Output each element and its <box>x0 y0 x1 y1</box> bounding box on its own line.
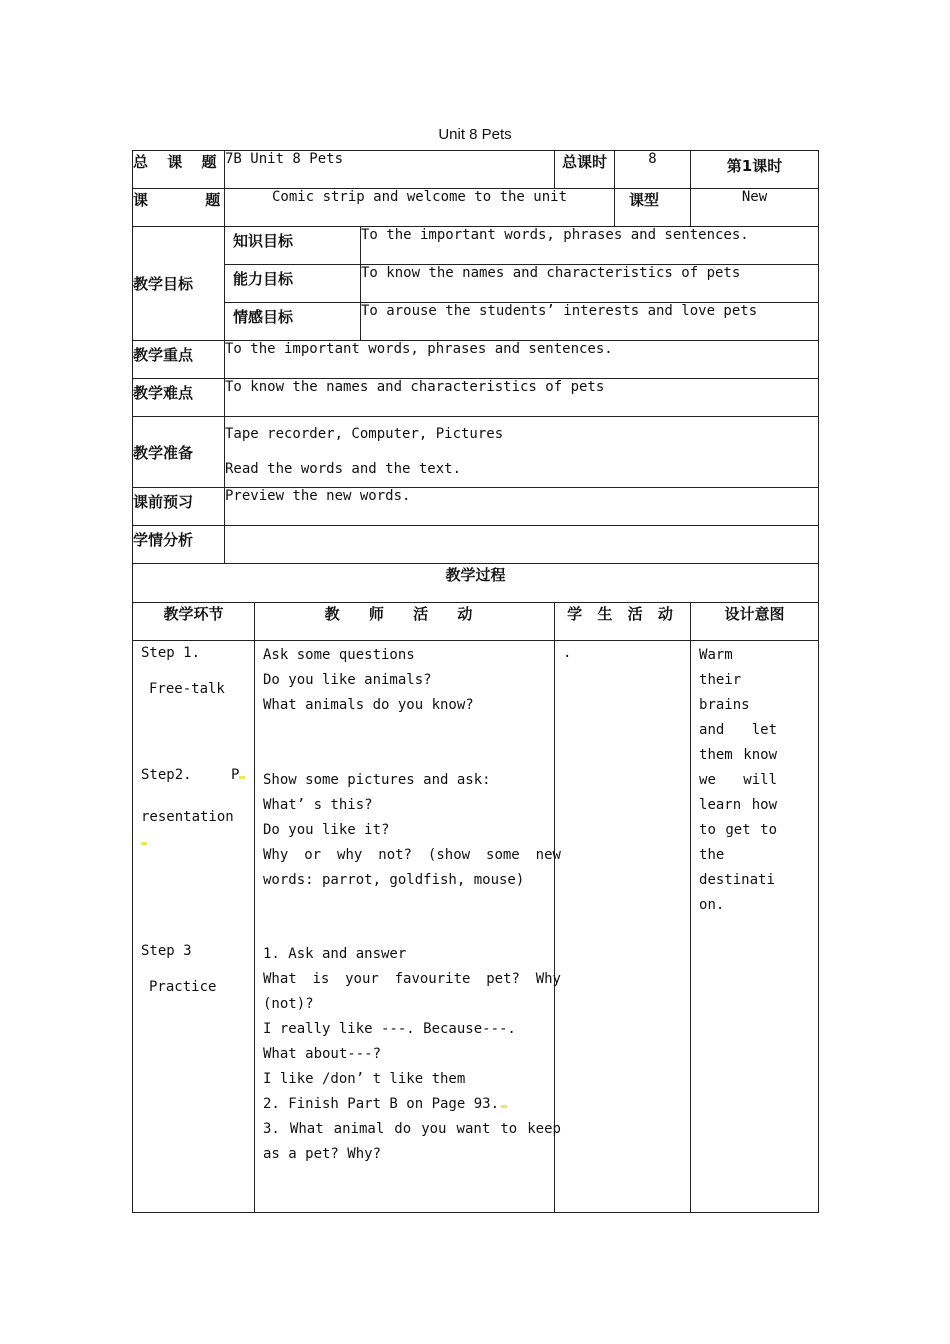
intent-line: them know <box>699 747 778 763</box>
design-intent-cell <box>691 641 819 1213</box>
teacher-line-part-b: 2. Finish Part B on Page 93. <box>263 1092 561 1117</box>
intent-line: and let <box>699 722 778 738</box>
word: or <box>304 847 322 863</box>
student-activity-cell <box>555 641 691 1213</box>
stage-header: 教学环节 <box>133 603 255 641</box>
intent-header: 设计意图 <box>691 603 819 641</box>
step-2-subtitle: resentation <box>141 809 234 825</box>
word: keep <box>527 1121 561 1137</box>
difficulties-value: To know the names and characteristics of pets <box>225 379 819 417</box>
teacher-line: What about---? <box>263 1046 382 1062</box>
lesson-plan-table <box>132 150 819 1213</box>
teacher-block-1 <box>263 643 474 718</box>
intent-line: to get to <box>699 822 777 838</box>
intent-line: Warm <box>699 647 733 663</box>
title-label: 课 题 <box>133 189 225 227</box>
teacher-line: What’ s this? <box>263 797 373 813</box>
knowledge-goal-label: 知识目标 <box>225 227 361 265</box>
topic-label: 总 课 题 <box>133 151 225 189</box>
process-title: 教学过程 <box>133 564 819 603</box>
analysis-label: 学情分析 <box>133 526 225 564</box>
word: do <box>394 1121 412 1137</box>
knowledge-goal-value: To the important words, phrases and sentences. <box>361 227 819 265</box>
teacher-line: Do you like animals? <box>263 672 432 688</box>
student-note: . <box>563 645 572 661</box>
word: is <box>312 971 330 987</box>
teacher-line: words: parrot, goldfish, mouse) <box>263 872 525 888</box>
word: some <box>486 847 520 863</box>
key-points-value: To the important words, phrases and sentences. <box>225 341 819 379</box>
teacher-justified-line <box>263 843 561 868</box>
teacher-line: Do you like it? <box>263 822 390 838</box>
word: why <box>337 847 363 863</box>
emotion-goal-value: To arouse the students’ interests and love pets <box>361 303 819 341</box>
step-3-subtitle: Practice <box>149 979 217 995</box>
teacher-line: Show some pictures and ask: <box>263 772 491 788</box>
word: 3. <box>263 1121 280 1137</box>
preparation-line-1: Tape recorder, Computer, Pictures <box>225 426 504 442</box>
word: What <box>263 971 297 987</box>
step-1-title: Step 1. <box>141 645 201 661</box>
student-header: 学 生 活 动 <box>555 603 691 641</box>
analysis-value <box>225 526 819 564</box>
teacher-activity-cell <box>255 641 561 1213</box>
intent-line: destinati <box>699 872 775 888</box>
word: to <box>500 1121 518 1137</box>
step-3-title: Step 3 <box>141 943 192 959</box>
page-title: Unit 8 Pets <box>438 126 512 143</box>
highlight-mark <box>239 776 245 779</box>
word: not? <box>378 847 412 863</box>
teacher-line: I like /don’ t like them <box>263 1071 466 1087</box>
teacher-block-2 <box>263 768 561 893</box>
teacher-justified-line <box>263 1117 561 1142</box>
step-2-title: Step2. <box>141 767 192 783</box>
teacher-line: (not)? <box>263 996 314 1012</box>
word: pet? <box>486 971 520 987</box>
ability-goal-label: 能力目标 <box>225 265 361 303</box>
preparation-line-2: Read the words and the text. <box>225 461 462 477</box>
teacher-line: What animals do you know? <box>263 697 474 713</box>
teacher-line: I really like ---. Because---. <box>263 1021 516 1037</box>
topic-value: 7B Unit 8 Pets <box>225 151 555 189</box>
step-2-title-letter: P <box>231 767 245 783</box>
objectives-label: 教学目标 <box>133 227 225 341</box>
word: Why <box>263 847 289 863</box>
teacher-line: 1. Ask and answer <box>263 946 407 962</box>
key-points-label: 教学重点 <box>133 341 225 379</box>
hours-value: 8 <box>615 151 691 189</box>
word: want <box>456 1121 491 1137</box>
intent-line: brains <box>699 697 750 713</box>
difficulties-label: 教学难点 <box>133 379 225 417</box>
intent-line: learn how <box>699 797 778 813</box>
intent-line: we will <box>699 772 778 788</box>
hours-label: 总课时 <box>555 151 615 189</box>
stage-cell <box>133 641 255 1213</box>
intent-line: on. <box>699 897 725 913</box>
ability-goal-value: To know the names and characteristics of pets <box>361 265 819 303</box>
teacher-header: 教 师 活 动 <box>255 603 555 641</box>
teacher-block-3 <box>263 942 561 1167</box>
word: What <box>289 1121 324 1137</box>
title-value: Comic strip and welcome to the unit <box>225 189 615 227</box>
word: animal <box>333 1121 385 1137</box>
intent-line: their <box>699 672 742 688</box>
word: (show <box>427 847 471 863</box>
preview-value: Preview the new words. <box>225 488 819 526</box>
teacher-line: Ask some questions <box>263 647 415 663</box>
design-intent-text <box>699 643 777 918</box>
type-label: 课型 <box>615 189 691 227</box>
word: favourite <box>394 971 471 987</box>
step-1-subtitle: Free-talk <box>149 681 225 697</box>
word: you <box>421 1121 447 1137</box>
word: new <box>535 847 561 863</box>
highlight-mark <box>501 1105 507 1108</box>
highlight-mark <box>141 833 147 849</box>
preparation-label: 教学准备 <box>133 417 225 488</box>
preview-label: 课前预习 <box>133 488 225 526</box>
word: your <box>345 971 379 987</box>
teacher-justified-line <box>263 967 561 992</box>
teacher-line: as a pet? Why? <box>263 1146 382 1162</box>
emotion-goal-label: 情感目标 <box>225 303 361 341</box>
intent-line: the <box>699 847 725 863</box>
word: Why <box>535 971 561 987</box>
type-value: New <box>691 189 819 227</box>
lesson-number: 第1课时 <box>691 151 819 189</box>
